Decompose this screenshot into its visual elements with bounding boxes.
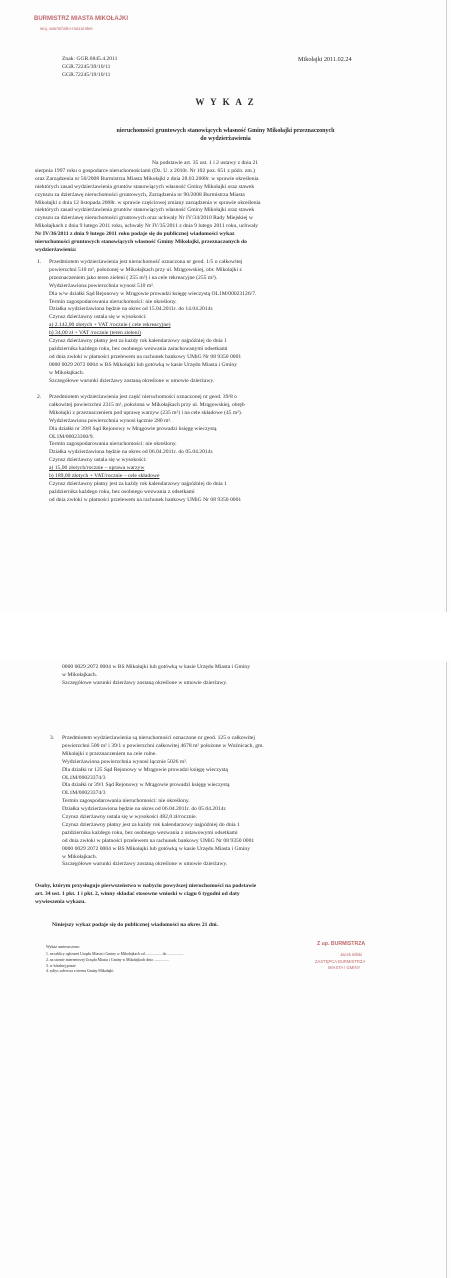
reference-number: Znak: GGR.6845.4.2011 bbox=[62, 56, 118, 62]
intro-line: Mikołajki z dnia 12 listopada 2008r. w sprawie częściowej zmiany zarządzenia w sprawie określenia bbox=[35, 199, 261, 206]
item-1-line: Szczegółowe warunki dzierżawy zostaną określone w umowie dzierżawy. bbox=[49, 377, 215, 384]
item-1-line: Przedmiotem wydzierżawienia jest nieruchomość oznaczona nr geod. 1/5 o całkowitej bbox=[49, 259, 243, 265]
signature-name: Jacek Bilski bbox=[340, 952, 362, 957]
page-gap bbox=[0, 612, 451, 662]
document-page-1 bbox=[0, 0, 451, 612]
item-number: 2. bbox=[37, 394, 42, 400]
item-3-line: w Mikołajkach. bbox=[62, 853, 98, 860]
item-1-line: powierzchni 510 m², położonej w Mikołajkach przy ul. Mrągowskiej, obr. Mikołajki z bbox=[49, 266, 242, 273]
intro-line: niektórych zasad wydzierżawienia gruntów stanowiących własność Gminy Mikołajki oraz stawek bbox=[35, 207, 255, 214]
intro-line: czynszu za dzierżawę nieruchomości gruntowych oraz uchwały Nr IV/34/2010 Rady Miejskiej w bbox=[35, 215, 253, 222]
item-3-line: Wydzierżawiona powierzchnia wynosi łącznie 5026 m². bbox=[62, 758, 188, 765]
signature-line: Z up. BURMISTRZA bbox=[317, 941, 366, 947]
item-1-line: a) 2.142,00 złotych + VAT /rocznie ( cele rekreacyjne) bbox=[49, 322, 171, 329]
item-3-line: Dla działki nr 125 Sąd Rejonowy w Mrągowie prowadzi księgę wieczystą bbox=[62, 766, 228, 773]
item-2-line: od dnia zwłoki w płatności przelewem na rachunek bankowy UMiG Nr 08 9350 0001 bbox=[49, 496, 242, 503]
item-1-line: 0000 0029 2072 0004 w BS Mikołajki lub gotówką w kasie Urzędu Miasta i Gminy bbox=[49, 361, 237, 368]
document-page-2 bbox=[0, 662, 451, 1278]
continuation-line: w Mikołajkach. bbox=[62, 672, 98, 678]
item-1-line: od dnia zwłoki w płatności przelewem na rachunek bankowy UMiG Nr 08 9350 0001 bbox=[49, 353, 242, 360]
item-3-line: Mikołajki z przeznaczeniem na cele rolne. bbox=[62, 750, 157, 757]
item-1-line: przeznaczeniem jako teren zieleni ( 255 m²) i na cele rekreacyjne (255 m²). bbox=[49, 274, 218, 281]
signature-title: MIASTA I GMINY bbox=[328, 965, 361, 970]
intro-line: wydzierżawienia: bbox=[35, 246, 77, 253]
page-edge bbox=[446, 662, 447, 1278]
item-number: 1. bbox=[37, 259, 42, 265]
distribution-item: 2. na stronie internetowej Urzędu Miasta i Gminy w Mikołajkach dnia ................ bbox=[46, 957, 169, 962]
item-2-line: października każdego roku, bez osobnego wezwania z odsetkami bbox=[49, 488, 195, 495]
item-2-line: Wydzierżawiona powierzchnia wynosi łącznie 280 m². bbox=[49, 417, 172, 424]
distribution-title: Wykaz umieszczono: bbox=[46, 944, 81, 949]
item-1-line: Działka wydzierżawiona będzie na okres od 15.04.2011r. do 14.04.2014r. bbox=[49, 306, 214, 313]
item-3-line: od dnia zwłoki w płatności przelewem na rachunek bankowy UMiG Nr 08 9350 0001 bbox=[62, 837, 255, 844]
place-date: Mikołajki 2011.02.24 bbox=[298, 56, 352, 63]
item-2-line: Termin zagospodarowania nieruchomości: nie określony. bbox=[49, 441, 177, 448]
continuation-line: Szczegółowe warunki dzierżawy zostaną określone w umowie dzierżawy. bbox=[62, 680, 228, 686]
item-3-line: Szczegółowe warunki dzierżawy zostaną określone w umowie dzierżawy. bbox=[62, 861, 228, 868]
item-1-line: b) 34,00 zł + VAT /rocznie (teren zieleni) bbox=[49, 330, 142, 337]
notice-line: art. 34 ust. 1 pkt. 1 i pkt. 2, winny składać stosowne wnioski w ciągu 6 tygodni od daty bbox=[35, 891, 240, 897]
intro-line: czynszu za dzierżawę nieruchomości gruntowych, Zarządzenia nr 90/2008 Burmistrza Miasta bbox=[35, 191, 245, 198]
item-3-line: OL1M/00023374/3 bbox=[62, 790, 106, 797]
item-2-line: OL1M/00023360/9. bbox=[49, 433, 94, 440]
reference-number: GGR.72245/39/10/11 bbox=[62, 64, 111, 70]
distribution-item: 1. na tablicy ogłoszeń Urzędu Miasta i Gminy w Mikołajkach od ................. do ................. bbox=[46, 952, 184, 956]
intro-line: nieruchomości gruntowych stanowiących własność Gminy Mikołajki, przeznaczonych do bbox=[35, 239, 247, 245]
item-3-line: Działka wydzierżawiona będzie na okres od 06.04.2011r. do 05.04.2014r. bbox=[62, 806, 227, 813]
publication-notice: Niniejszy wykaz podaje się do publicznej wiadomości na okres 21 dni. bbox=[52, 922, 219, 928]
distribution-item: 3. w lokalnej prasie bbox=[46, 963, 76, 968]
office-stamp-line2: woj. warmińsko-mazurskie bbox=[40, 26, 93, 31]
item-number: 3. bbox=[50, 735, 55, 741]
item-1-line: Dla w/w działki Sąd Rejonowy w Mrągowie prowadzi księgę wieczystą OL1M/00023126/7. bbox=[49, 290, 257, 297]
item-1-line: Czynsz dzierżawny płatny jest za każdy rok kalendarzowy najpóźniej do dnia 1 bbox=[49, 338, 227, 344]
item-2-line: Przedmiotem wydzierżawienia jest część nieruchomości oznaczonej nr geod. 39/8 o bbox=[49, 394, 237, 400]
item-2-line: Dla działki nr 39/8 Sąd Rejonowy w Mrągowie prowadzi księgę wieczystą bbox=[49, 425, 217, 432]
item-1-line: Czynsz dzierżawny ustala się w wysokości: bbox=[49, 314, 147, 321]
intro-line: Nr IV/36/2011 z dnia 9 lutego 2011 roku podaje się do publicznej wiadomości wykaz bbox=[35, 231, 235, 238]
item-2-line: Działka wydzierżawiona będzie na okres od 06.04.2011r. do 05.04.2014r. bbox=[49, 449, 214, 456]
item-1-line: w Mikołajkach. bbox=[49, 369, 85, 376]
intro-line: sierpnia 1997 roku o gospodarce nieruchomościami (Dz. U. z 2010r. Nr 102 poz. 651 z późn. zm.) bbox=[35, 167, 255, 174]
reference-number: GGR.72245/19/10/11 bbox=[62, 72, 111, 78]
notice-line: Osoby, którym przysługuje pierwszeństwo w nabyciu powyższej nieruchomości na podstawie bbox=[35, 883, 257, 889]
item-3-line: powierzchni 500 m² i 39/1 o powierzchni całkowitej 4678 m² położone w Woźnicach, gm. bbox=[62, 742, 264, 749]
item-3-line: OL1M/00023374/3 bbox=[62, 774, 106, 781]
item-3-line: Termin zagospodarowania nieruchomości: nie określony. bbox=[62, 798, 190, 805]
document-title: W Y K A Z bbox=[195, 97, 256, 107]
item-1-line: Wydzierżawiona powierzchnia wynosi 510 m². bbox=[49, 282, 155, 289]
item-3-line: Dla działki nr 39/1 Sąd Rejonowy w Mrągowie prowadzi księgę wieczystą bbox=[62, 782, 230, 789]
item-2-line: Czynsz dzierżawny płatny jest za każdy rok kalendarzowy najpóźniej do dnia 1 bbox=[49, 480, 227, 487]
intro-line: Mikołajkach z dnia 9 lutego 2011 roku, uchwały Nr IV/35/2011 z dnia 9 lutego 2011 roku, uchwały bbox=[35, 223, 259, 230]
document-subtitle: do wydzierżawienia bbox=[200, 136, 251, 142]
item-3-line: października każdego roku, bez osobnego wezwania z ustawowymi odsetkami bbox=[62, 829, 238, 836]
notice-line: wywieszenia wykazu. bbox=[35, 899, 86, 905]
item-1-line: października każdego roku, bez osobnego wezwania zarachowanymi odsetkami bbox=[49, 345, 228, 352]
intro-line: oraz Zarządzenia nr 50/2008 Burmistrza Miasta Mikołajki z dnia 28.03.2008r. w sprawie określenia bbox=[35, 175, 259, 182]
item-2-line: a) 15,00 złotych/rocznie – uprawa warzyw bbox=[49, 465, 145, 472]
continuation-line: 0000 0029 2072 0004 w BS Mikołajki lub gotówką w kasie Urzędu Miasta i Gminy bbox=[62, 664, 250, 670]
item-3-line: Czynsz dzierżawny ustala się w wysokości 482,0 zł/rocznie. bbox=[62, 814, 197, 820]
item-2-line: całkowitej powierzchni 2315 m², położona w Mikołajkach przy ul. Mrągowskiej, obręb bbox=[49, 401, 245, 408]
item-2-line: b) 189,00 złotych + VAT/rocznie – cele składowe bbox=[49, 473, 160, 479]
distribution-item: 4. sołtys sołectwa z terenu Gminy Mikołajki bbox=[46, 969, 114, 974]
signature-title: ZASTĘPCA BURMISTRZA bbox=[315, 959, 366, 964]
item-2-line: Mikołajki z przeznaczeniem pod uprawę warzyw (235 m²) i na cele składowe (45 m²). bbox=[49, 409, 243, 416]
item-2-line: Czynsz dzierżawny ustala się w wysokości: bbox=[49, 457, 147, 464]
item-3-line: Czynsz dzierżawny płatny jest za każdy rok kalendarzowy najpóźniej do dnia 1 bbox=[62, 821, 240, 828]
page-edge bbox=[446, 0, 447, 612]
item-3-line: 0000 0029 2072 0004 w BS Mikołajki lub gotówką w kasie Urzędu Miasta i Gminy bbox=[62, 845, 250, 852]
document-subtitle: nieruchomości gruntowych stanowiących własność Gminy Mikołajki przeznaczonych bbox=[116, 128, 335, 134]
item-3-line: Przedmiotem wydzierżawienia są nieruchomości oznaczone nr geod. 125 o całkowitej bbox=[62, 735, 255, 741]
intro-line: niektórych zasad wydzierżawienia gruntów stanowiących własność Gminy Mikołajki oraz stawek bbox=[35, 183, 255, 190]
office-stamp-line1: BURMISTRZ MIASTA MIKOŁAJKI bbox=[34, 16, 128, 22]
intro-line: Na podstawie art. 35 ust. 1 i 2 ustawy z dnia 21 bbox=[152, 160, 259, 166]
item-1-line: Termin zagospodarowania nieruchomości: nie określony. bbox=[49, 298, 177, 305]
